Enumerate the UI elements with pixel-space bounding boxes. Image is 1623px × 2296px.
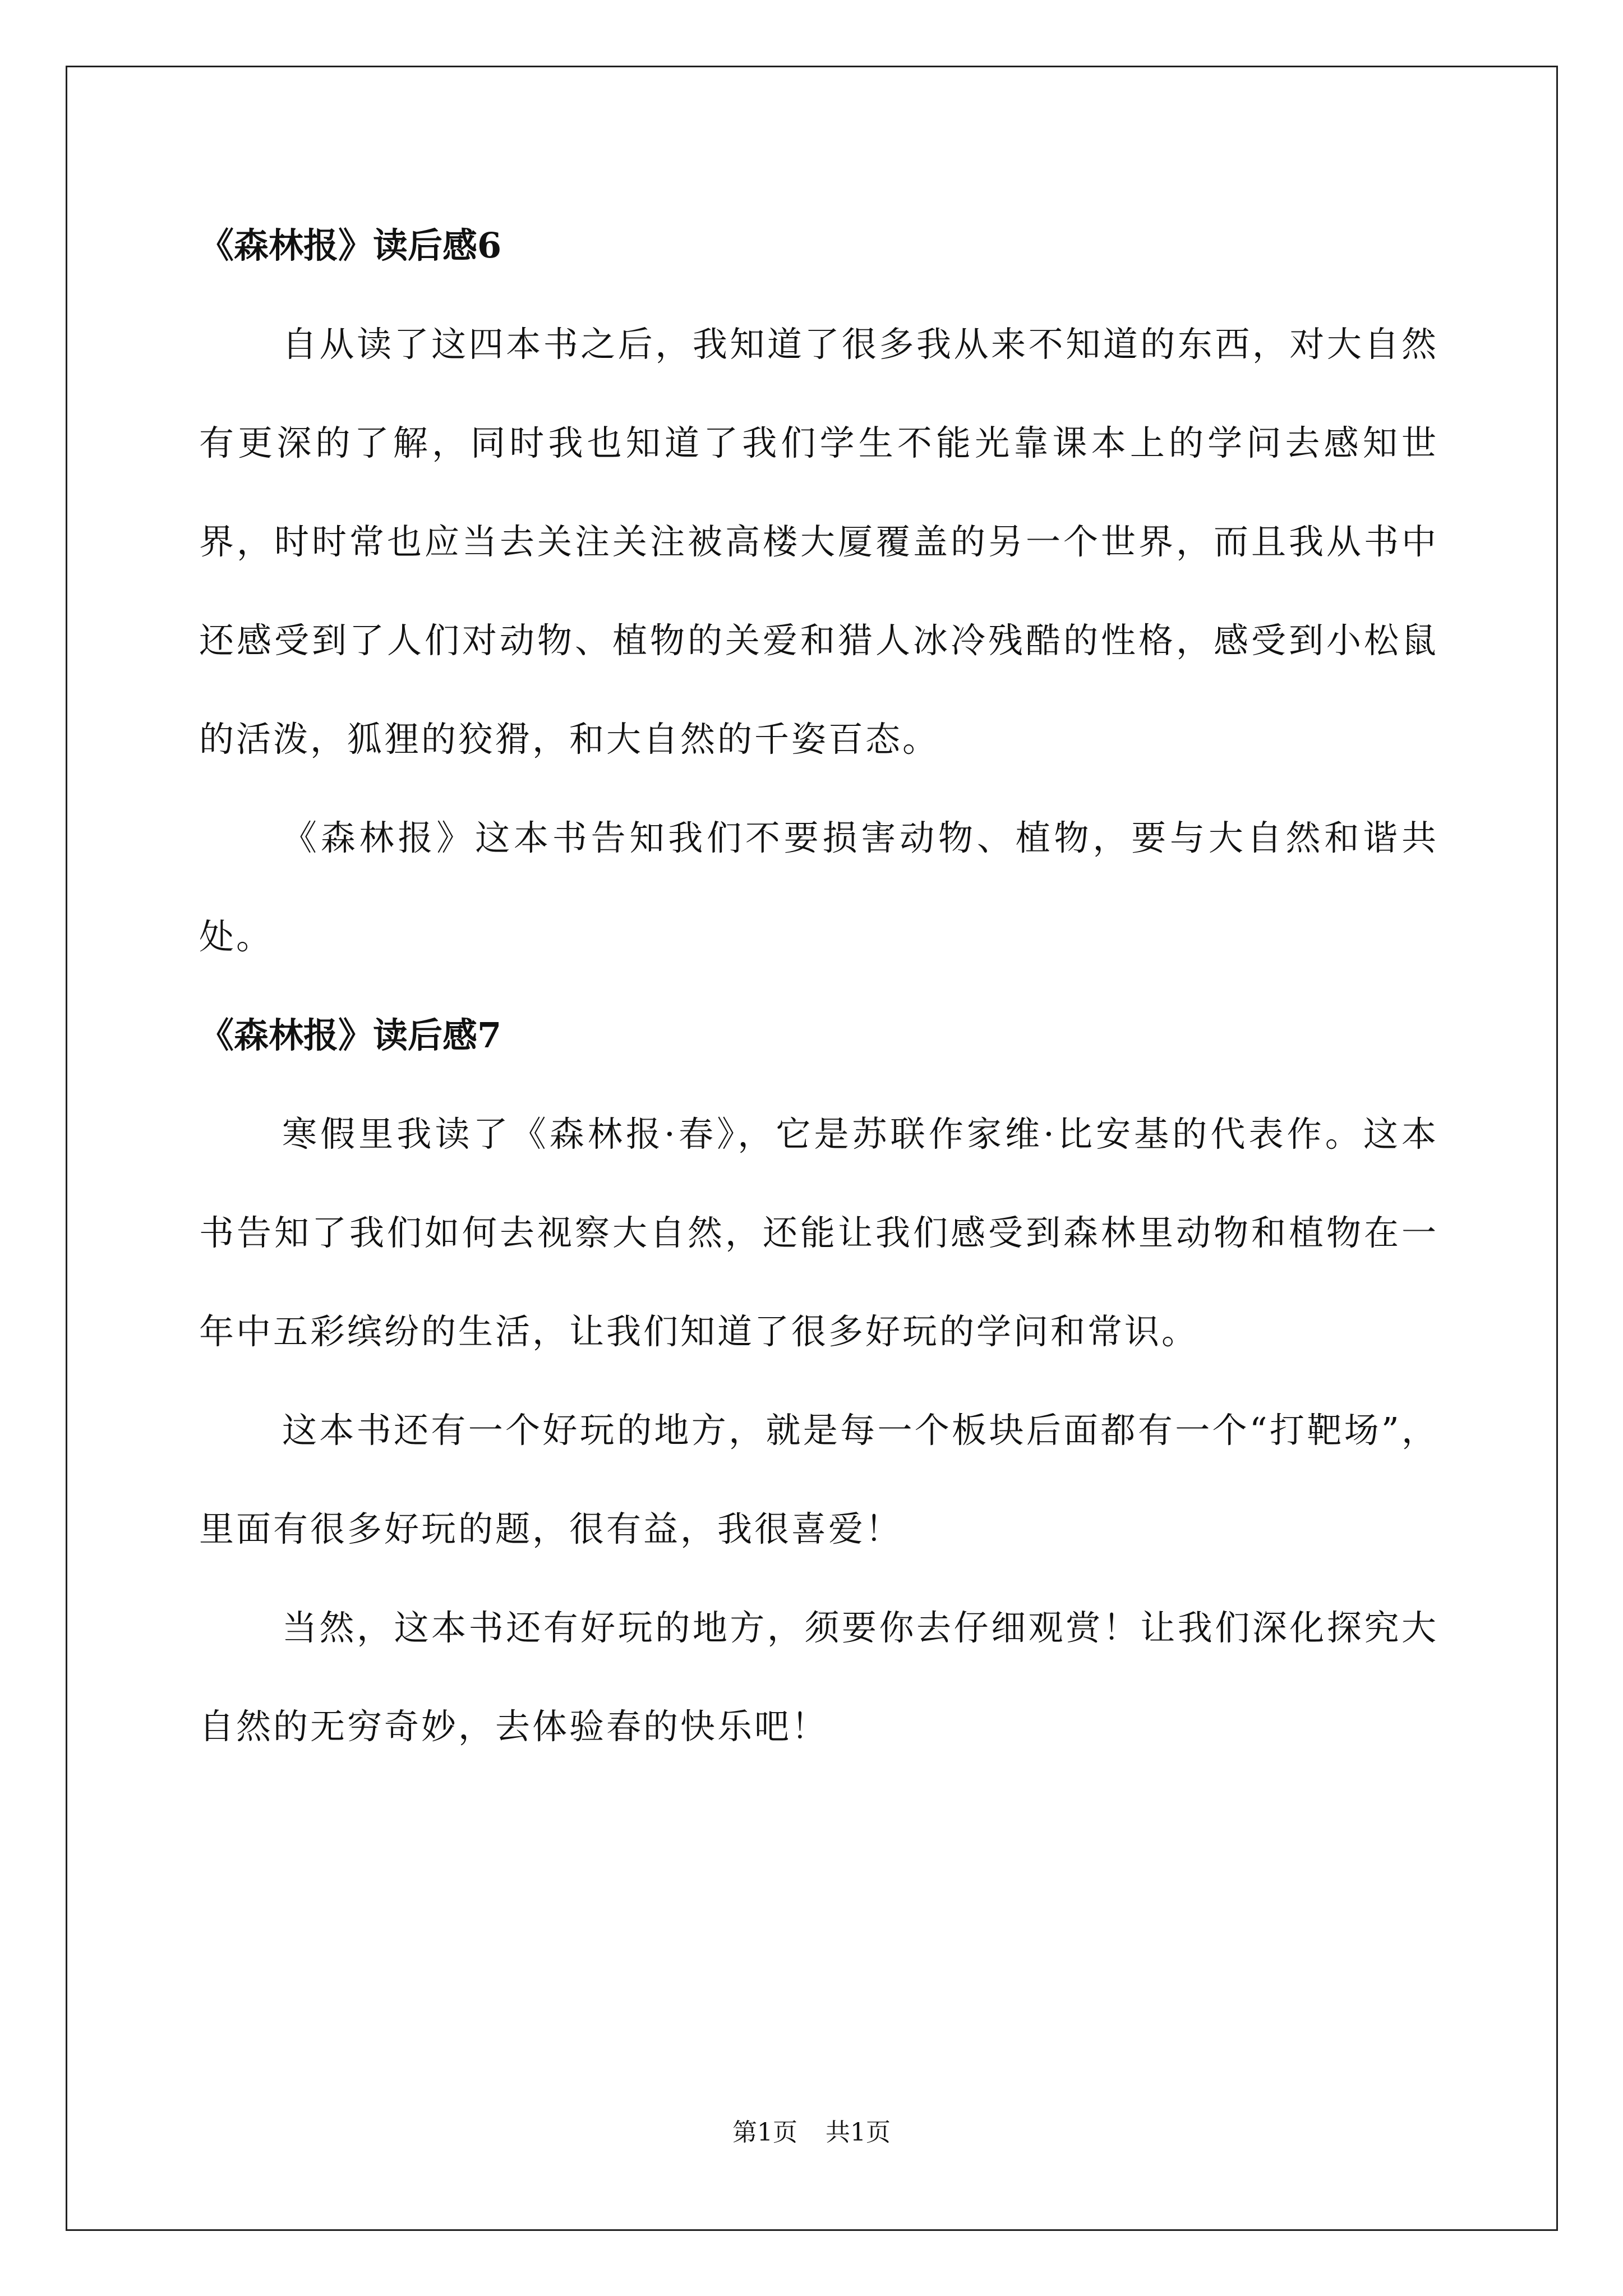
section-review-7 <box>199 986 1438 1776</box>
section-review-6 <box>199 196 1438 986</box>
paragraph: 《森林报》这本书告知我们不要损害动物、植物，要与大自然和谐共处。 <box>199 817 1438 957</box>
section-heading: 《森林报》读后感6 <box>199 225 502 266</box>
section-heading: 《森林报》读后感7 <box>199 1015 502 1056</box>
document-body <box>199 196 1438 1776</box>
page-number-total: 共1页 <box>826 2118 891 2147</box>
page-footer <box>0 2112 1623 2148</box>
paragraph: 这本书还有一个好玩的地方，就是每一个板块后面都有一个“打靶场”，里面有很多好玩的题，很有益，我很喜爱！ <box>199 1410 1438 1549</box>
paragraph: 自从读了这四本书之后，我知道了很多我从来不知道的东西，对大自然有更深的了解，同时我也知道了我们学生不能光靠课本上的学问去感知世界，时时常也应当去关注关注被高楼大厦覆盖的另一个世界，而且我从书中还感受到了人们对动物、植物的关爱和猎人冰冷残酷的性格，感受到小松鼠的活泼，狐狸的狡猾，和大自然的千姿百态。 <box>199 324 1438 760</box>
page-number-current: 第1页 <box>732 2118 797 2147</box>
paragraph: 寒假里我读了《森林报·春》，它是苏联作家维·比安基的代表作。这本书告知了我们如何去视察大自然，还能让我们感受到森林里动物和植物在一年中五彩缤纷的生活，让我们知道了很多好玩的学问和常识。 <box>199 1114 1438 1352</box>
paragraph: 当然，这本书还有好玩的地方，须要你去仔细观赏！让我们深化探究大自然的无穷奇妙，去体验春的快乐吧！ <box>199 1607 1438 1747</box>
